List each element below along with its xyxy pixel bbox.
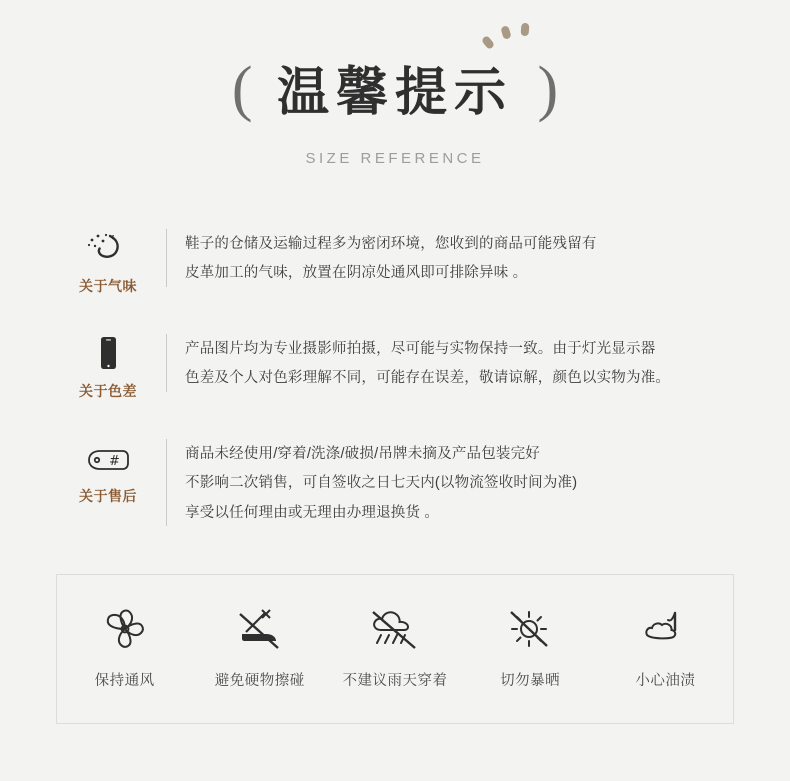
notice-label: 关于售后: [79, 488, 137, 504]
decorative-dots-icon: [482, 20, 542, 54]
notice-line: 产品图片均为专业摄影师拍摄，尽可能与实物保持一致。由于灯光显示器: [185, 341, 656, 357]
no-rain-icon: [329, 603, 461, 657]
notice-line: 享受以任何理由或无理由办理退换货 。: [185, 504, 440, 521]
notice-left-column: [56, 334, 160, 401]
notice-label: 关于色差: [79, 383, 137, 399]
care-item-label: 小心油渍: [635, 673, 696, 689]
notice-body: [166, 334, 750, 392]
notice-line: 商品未经使用/穿着/洗涤/破损/吊牌未摘及产品包装完好: [185, 446, 541, 462]
no-oil-stain-icon: [599, 603, 731, 657]
page-subtitle: SIZE REFERENCE: [305, 150, 485, 167]
notice-left-column: [56, 439, 160, 506]
notice-item-color: [56, 334, 750, 401]
care-item-label: 避免硬物擦碰: [214, 673, 305, 689]
care-item-label: 不建议雨天穿着: [342, 673, 448, 689]
smell-icon: [56, 231, 160, 269]
title-row: [231, 55, 559, 124]
notice-list: [0, 229, 790, 526]
no-hard-scratch-icon: [194, 603, 326, 657]
notice-left-column: [56, 229, 160, 296]
notice-item-aftersale: [56, 439, 750, 526]
notice-line: 鞋子的仓储及运输过程多为密闭环境，您收到的商品可能残留有: [185, 236, 597, 252]
care-item-no-rain: [329, 603, 461, 690]
care-item-ventilation: [59, 603, 191, 690]
care-item-list: [57, 575, 733, 723]
svg-text:#: #: [109, 454, 120, 469]
notice-line: 不影响二次销售，可自签收之日七天内(以物流签收时间为准): [185, 475, 578, 492]
notice-item-smell: [56, 229, 750, 296]
care-item-no-oil: [599, 603, 731, 690]
care-item-no-sun: [464, 603, 596, 690]
right-brace-decoration: ): [537, 55, 559, 123]
notice-body: [166, 229, 750, 287]
care-item-label: 保持通风: [94, 673, 155, 689]
care-instructions-panel: [56, 574, 734, 724]
page-title: 温馨提示: [276, 63, 513, 123]
left-brace-decoration: (: [231, 55, 253, 123]
tag-icon: [56, 441, 160, 479]
fan-ventilation-icon: [59, 603, 191, 657]
no-sun-exposure-icon: [464, 603, 596, 657]
notice-label: 关于气味: [79, 278, 137, 294]
notice-line: 皮革加工的气味，放置在阴凉处通风即可排除异味 。: [185, 265, 528, 282]
notice-body: [166, 439, 750, 526]
care-item-no-scratch: [194, 603, 326, 690]
care-item-label: 切勿暴晒: [500, 673, 561, 689]
phone-icon: [56, 336, 160, 374]
notice-line: 色差及个人对色彩理解不同，可能存在误差，敬请谅解，颜色以实物为准。: [185, 370, 671, 387]
page-header: [0, 0, 790, 167]
